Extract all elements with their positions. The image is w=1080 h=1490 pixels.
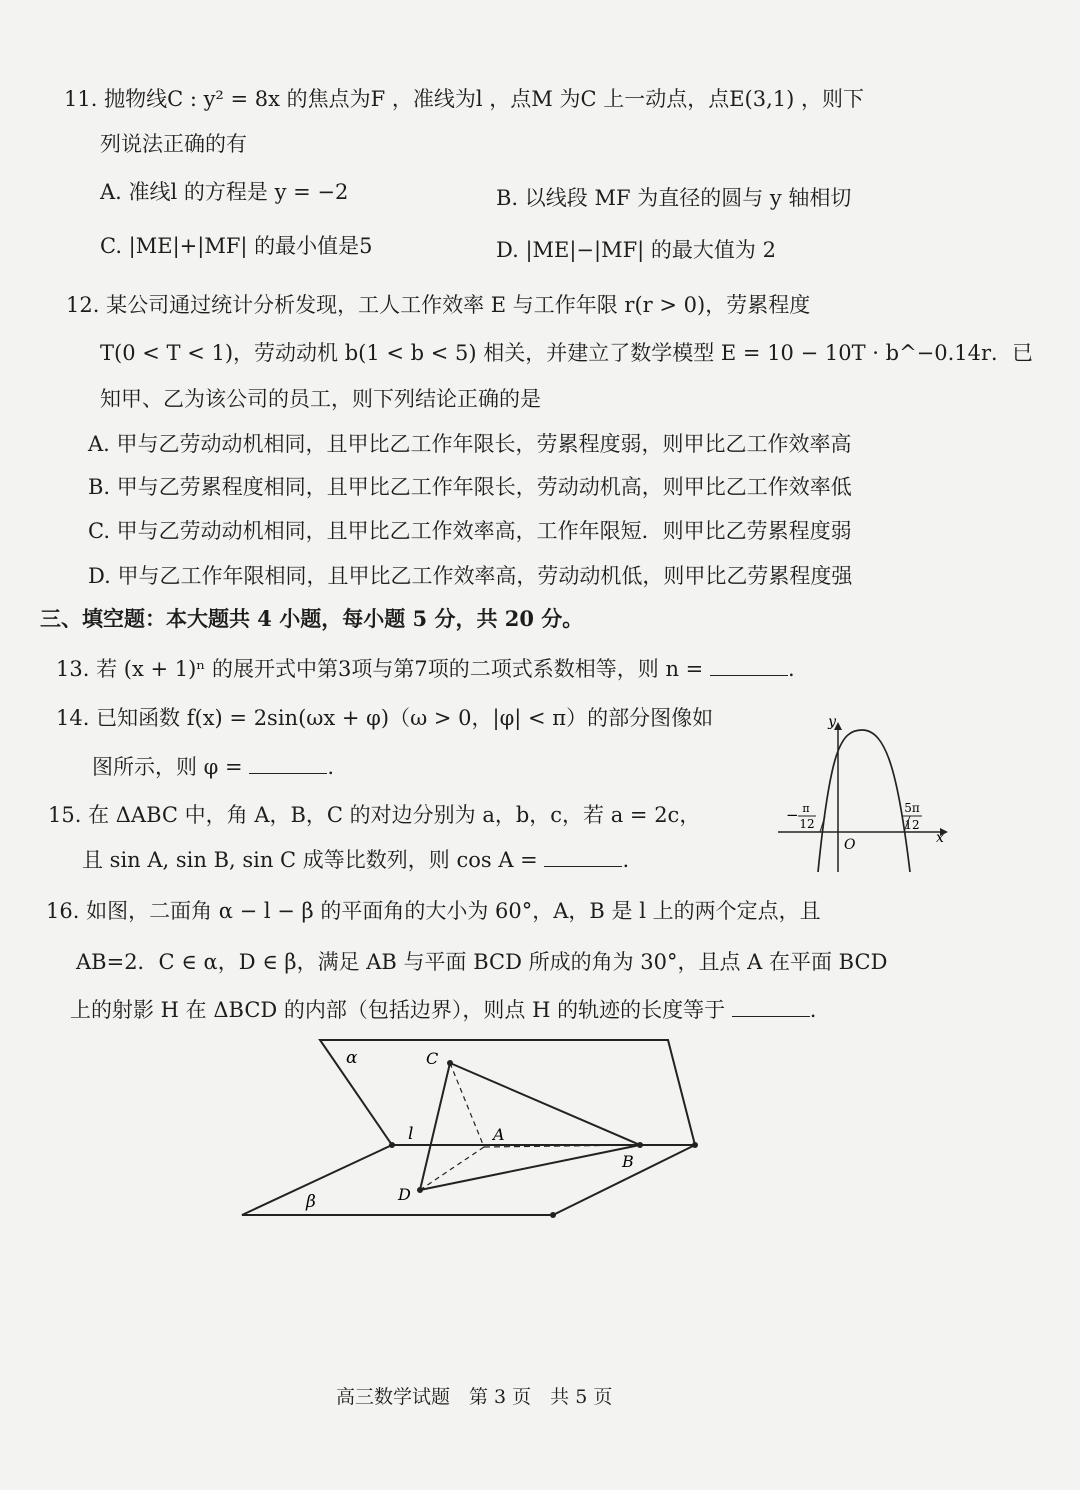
graph-left-root-sign: − — [786, 806, 799, 824]
point-beta-bottom — [550, 1212, 556, 1218]
q12-option-c: C. 甲与乙劳动动机相同，且甲比乙工作效率高，工作年限短．则甲比乙劳累程度弱 — [88, 519, 852, 543]
point-d — [417, 1187, 423, 1193]
q16-stem-line1: 16. 如图，二面角 α − l − β 的平面角的大小为 60°，A，B 是 l 上的两个定点，且 — [46, 899, 821, 923]
graph-y-label: y — [828, 714, 836, 730]
graph-right-root-num: 5π — [904, 801, 920, 815]
q14-sine-graph — [770, 712, 960, 882]
q13-answer-blank — [710, 655, 788, 676]
q11-stem-line2: 列说法正确的有 — [100, 132, 247, 156]
graph-left-root-den: 12 — [799, 817, 815, 831]
q14-answer-blank — [249, 753, 327, 774]
graph-left-root-num: π — [802, 802, 810, 815]
graph-right-root-den: 12 — [904, 818, 920, 832]
point-l-left — [389, 1142, 395, 1148]
point-l-right — [692, 1142, 698, 1148]
q15-end: . — [622, 848, 630, 872]
q12-stem-line3: 知甲、乙为该公司的员工，则下列结论正确的是 — [100, 387, 541, 411]
q15-text: 且 sin A, sin B, sin C 成等比数列，则 cos A = — [82, 848, 538, 872]
label-a: A — [493, 1125, 505, 1144]
label-c: C — [426, 1049, 439, 1068]
graph-x-label: x — [936, 830, 944, 846]
q13-text: 13. 若 (x + 1)ⁿ 的展开式中第3项与第7项的二项式系数相等，则 n = — [56, 657, 704, 681]
q11-option-d: D. |ME|−|MF| 的最大值为 2 — [496, 238, 776, 262]
page-footer: 高三数学试题 第 3 页 共 5 页 — [336, 1386, 613, 1408]
q14-text: 图所示，则 φ = — [92, 755, 243, 779]
label-b: B — [622, 1152, 634, 1171]
q16-text: 上的射影 H 在 ΔBCD 的内部（包括边界），则点 H 的轨迹的长度等于 — [70, 998, 726, 1022]
point-c — [447, 1060, 453, 1066]
label-beta: β — [306, 1192, 316, 1212]
q11-option-a: A. 准线l 的方程是 y = −2 — [100, 180, 349, 204]
graph-origin-label: O — [844, 837, 856, 853]
q12-option-a: A. 甲与乙劳动动机相同，且甲比乙工作年限长，劳累程度弱，则甲比乙工作效率高 — [88, 432, 852, 456]
q11-option-b: B. 以线段 MF 为直径的圆与 y 轴相切 — [496, 186, 852, 210]
q12-option-d: D. 甲与乙工作年限相同，且甲比乙工作效率高，劳动动机低，则甲比乙劳累程度强 — [88, 564, 853, 588]
q16-stem-line2: AB=2．C ∈ α，D ∈ β，满足 AB 与平面 BCD 所成的角为 30°，且点 A 在平面 BCD — [76, 950, 888, 974]
q13-line — [56, 654, 795, 684]
plane-alpha — [320, 1040, 695, 1145]
label-l: l — [408, 1124, 414, 1144]
point-b — [637, 1142, 643, 1148]
q15-answer-blank — [544, 846, 622, 867]
graph-sine-curve — [818, 730, 910, 872]
q16-dihedral-figure — [230, 1030, 710, 1230]
line-cd — [420, 1063, 450, 1190]
q12-stem-line1: 12. 某公司通过统计分析发现，工人工作效率 E 与工作年限 r(r > 0)，劳累程度 — [66, 293, 811, 317]
q16-stem-line3 — [70, 995, 816, 1025]
q14-end: . — [327, 755, 335, 779]
q13-end: . — [787, 657, 795, 681]
q12-option-b: B. 甲与乙劳累程度相同，且甲比乙工作年限长，劳动动机高，则甲比乙工作效率低 — [88, 475, 852, 499]
q11-option-c: C. |ME|+|MF| 的最小值是5 — [100, 234, 373, 258]
q15-stem-line1: 15. 在 ΔABC 中，角 A，B，C 的对边分别为 a，b，c，若 a = 2c， — [48, 803, 701, 827]
q14-stem-line2 — [92, 752, 334, 782]
q15-stem-line2 — [82, 845, 629, 875]
label-alpha: α — [346, 1048, 358, 1068]
label-d: D — [398, 1185, 411, 1204]
q11-stem-line1: 11. 抛物线C : y² = 8x 的焦点为F ，准线为l ，点M 为C 上一动点，点E(3,1) ，则下 — [64, 87, 865, 111]
q16-answer-blank — [732, 996, 810, 1017]
q14-stem-line1: 14. 已知函数 f(x) = 2sin(ωx + φ)（ω > 0，|φ| < π）的部分图像如 — [56, 706, 714, 730]
q16-end: . — [809, 998, 817, 1022]
section-3-heading: 三、填空题：本大题共 4 小题，每小题 5 分，共 20 分。 — [40, 606, 584, 631]
q12-stem-line2: T(0 < T < 1)，劳动动机 b(1 < b < 5) 相关，并建立了数学模型 E = 10 − 10T · b^−0.14r．已 — [100, 341, 1034, 365]
